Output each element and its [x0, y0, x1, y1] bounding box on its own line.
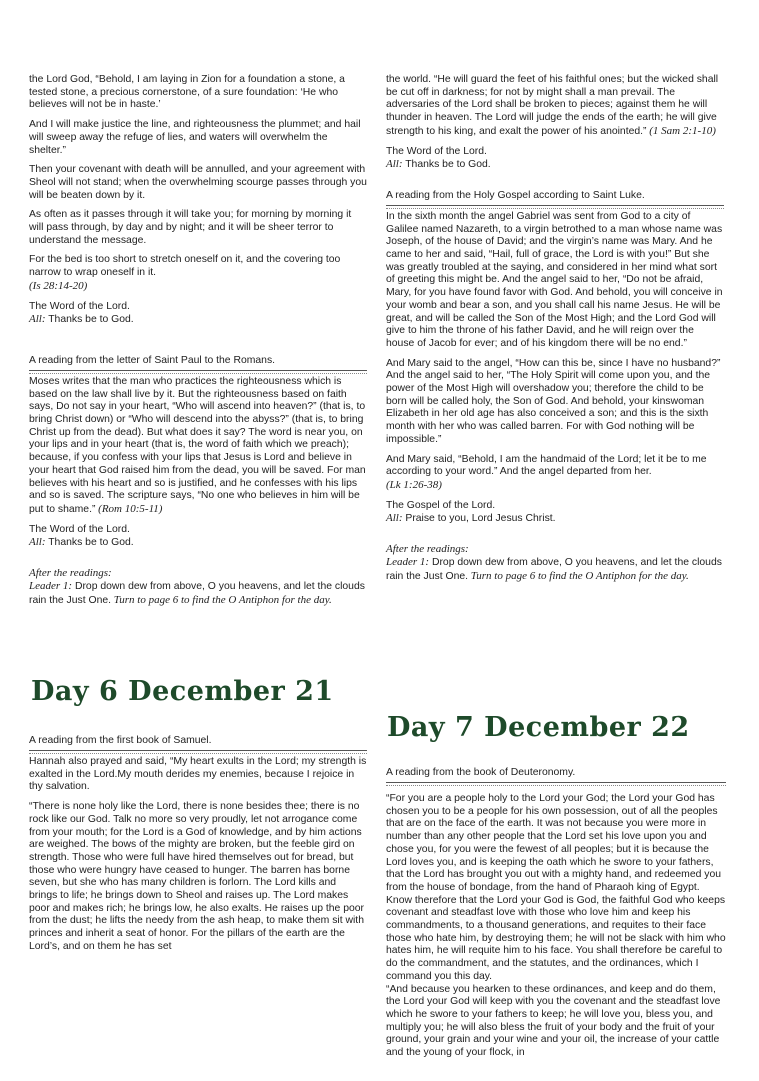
gospel-response	[386, 512, 724, 526]
all-response-text: Thanks be to God.	[45, 314, 134, 326]
reading-heading-deuteronomy: A reading from the book of Deuteronomy.	[386, 766, 726, 783]
leader-instruction	[386, 556, 724, 583]
all-response-text: Thanks be to God.	[45, 537, 134, 549]
samuel-continued	[386, 74, 724, 139]
isaiah-paragraph: And I will make justice the line, and righteousness the plummet; and hail will sweep away the refuge of lies, and waters will overwhelm the shelter.”	[29, 119, 361, 156]
reading-heading-samuel: A reading from the first book of Samuel.	[29, 734, 367, 751]
all-response-2	[29, 536, 367, 550]
left-column-top	[29, 74, 367, 614]
turn-page-instruction: Turn to page 6 to find the O Antiphon for the day.	[468, 569, 689, 582]
leader-text: Drop down dew from above, O you heavens, and let the clouds rain the Just One.	[386, 556, 722, 582]
samuel-para: Hannah also prayed and said, “My heart exults in the Lord; my strength is exalted in the Lord.My mouth derides my enemies, because I rejoice in thy salvation.	[29, 756, 367, 793]
reading-heading-luke: A reading from the Holy Gospel according to Saint Luke.	[386, 189, 724, 206]
leader-label: Leader 1:	[29, 579, 73, 592]
deuteronomy-para: “For you are a people holy to the Lord your God; the Lord your God has chosen you to be a people for his own possession, out of all the peoples that are on the face of the earth. It was not because you were more in number than any other people that the Lord set his love upon you and chose you, for you were the fewest of all peoples; but it is because the Lord loves you, and is keeping the oath which he swore to your fathers, that the Lord has brought you out with a mighty hand, and redeemed you from the house of bondage, from the hand of Pharaoh king of Egypt. Know therefore that the Lord your God is God, the faithful God who keeps covenant and steadfast love with those who love him and keep his commandments, to a thousand generations, and requites to their face those who hate him, by destroying them; he will not be slack with him who hates him, he will requite him to his face. You shall therefore be careful to do the commandment, and the statutes, and the ordinances, which I command you this day.	[386, 793, 726, 982]
deuteronomy-para: “And because you hearken to these ordinances, and keep and do them, the Lord your God will keep with you the covenant and the steadfast love which he swore to your fathers to keep; he will love you, bless you, and multiply you; he will also bless the fruit of your body and the fruit of your ground, your grain and your wine and your oil, the increase of your cattle and the young of your flock, in	[386, 983, 721, 1059]
leader-instruction	[29, 580, 367, 607]
left-column-bottom	[29, 734, 367, 961]
romans-citation: (Rom 10:5-11)	[95, 502, 163, 515]
gospel-of-lord: The Gospel of the Lord.	[386, 499, 496, 511]
samuel-continued-text: the world. “He will guard the feet of his faithful ones; but the wicked shall be cut off in darkness; for not by might shall a man prevail. The adversaries of the Lord shall be broken to pieces; against them he will thunder in heaven. The Lord will judge the ends of the earth; he will give strength to his king, and exalt the power of his anointed.”	[386, 74, 719, 137]
isaiah-paragraph: For the bed is too short to stretch oneself on it, and the covering too narrow to wrap oneself in it.	[29, 254, 341, 279]
isaiah-paragraph: the Lord God, “Behold, I am laying in Zion for a foundation a stone, a tested stone, a precious cornerstone, of a sure foundation: ‘He who believes will not be in haste.’	[29, 74, 345, 111]
word-of-lord-2: The Word of the Lord.	[29, 523, 130, 535]
word-of-lord: The Word of the Lord.	[386, 145, 487, 157]
isaiah-paragraph: As often as it passes through it will take you; for morning by morning it will pass through, by day and by night; and it will be sheer terror to understand the message.	[29, 209, 352, 246]
romans-text	[29, 376, 367, 517]
samuel-citation: (1 Sam 2:1-10)	[646, 124, 716, 137]
all-label: All:	[386, 512, 403, 525]
day6-title: Day 6 December 21	[31, 676, 334, 707]
all-label: All:	[29, 536, 46, 549]
citation: (Lk 1:26-38)	[386, 478, 442, 491]
all-label: All:	[386, 158, 403, 171]
romans-body: Moses writes that the man who practices the righteousness which is based on the law shall live by it. But the righteousness based on faith says, Do not say in your heart, “Who will ascend into heaven?” (that is, to bring Christ down) or “Who will descend into the abyss?” (that is, to bring Christ up from the dead). But what does it say? The word is near you, on your lips and in your heart (that is, the word of faith which we preach); because, if you confess with your lips that Jesus is Lord and believe in your heart that God raised him from the dead, you will be saved. For man believes with his heart and so is justified, and he confesses with his lips and so is saved. The scripture says, “No one who believes in him will be put to shame.”	[29, 375, 366, 515]
word-of-lord: The Word of the Lord.	[29, 300, 130, 312]
isaiah-paragraph: Then your covenant with death will be annulled, and your agreement with Sheol will not stand; when the overwhelming scourge passes through you will be beaten down by it.	[29, 164, 367, 201]
luke-para: In the sixth month the angel Gabriel was sent from God to a city of Galilee named Nazareth, to a virgin betrothed to a man whose name was Joseph, of the house of David; and the virgin’s name was Mary. And he came to her and said, “Hail, full of grace, the Lord is with you!” But she was greatly troubled at the saying, and considered in her mind what sort of greeting this might be. And the angel said to her, “Do not be afraid, Mary, for you have found favor with God. And behold, you will conceive in your womb and bear a son, and you shall call his name Jesus. He will be great, and will be called the Son of the Most High; and the Lord God will give to him the throne of his father David, and he will reign over the house of Jacob for ever; and of his kingdom there will be no end.”	[386, 210, 723, 349]
turn-page-instruction: Turn to page 6 to find the O Antiphon for the day.	[111, 593, 332, 606]
gospel-response-text: Praise to you, Lord Jesus Christ.	[402, 513, 556, 525]
isaiah-citation	[29, 280, 367, 294]
reading-heading-romans: A reading from the letter of Saint Paul to the Romans.	[29, 354, 367, 371]
luke-para: And Mary said to the angel, “How can this be, since I have no husband?” And the angel said to her, “The Holy Spirit will come upon you, and the power of the Most High will overshadow you; therefore the child to be born will be called holy, the Son of God. And behold, your kinswoman Elizabeth in her old age has also conceived a son; and this is the sixth month with her who was called barren. For with God nothing will be impossible.”	[386, 357, 721, 445]
after-readings: After the readings:	[29, 567, 112, 580]
all-response-text: Thanks be to God.	[402, 159, 491, 171]
samuel-para: “There is none holy like the Lord, there is none besides thee; there is no rock like our God. Talk no more so very proudly, let not arrogance come from your mouth; for the Lord is a God of knowledge, and by him actions are weighed. The bows of the mighty are broken, but the feeble gird on strength. Those who were full have hired themselves out for bread, but those who were hungry have ceased to hunger. The barren has borne seven, but she who has many children is forlorn. The Lord kills and brings to life; he brings down to Sheol and raises up. The Lord makes poor and makes rich; he brings low, he also exalts. He raises up the poor from the dust; he lifts the needy from the ash heap, to make them sit with princes and inherit a seat of honor. For the pillars of the earth are the Lord’s, and on them he has set	[29, 801, 364, 952]
leader-label: Leader 1:	[386, 555, 430, 568]
leader-text: Drop down dew from above, O you heavens, and let the clouds rain the Just One.	[29, 580, 365, 606]
all-response	[386, 158, 724, 172]
all-label: All:	[29, 313, 46, 326]
luke-para: And Mary said, “Behold, I am the handmaid of the Lord; let it be to me according to your word.” And the angel departed from her.	[386, 453, 707, 478]
luke-citation	[386, 479, 724, 493]
right-column-bottom	[386, 766, 726, 1067]
day7-title: Day 7 December 22	[387, 712, 690, 743]
citation: (Is 28:14-20)	[29, 279, 88, 292]
right-column-top	[386, 74, 724, 590]
all-response	[29, 313, 367, 327]
after-readings: After the readings:	[386, 543, 469, 556]
